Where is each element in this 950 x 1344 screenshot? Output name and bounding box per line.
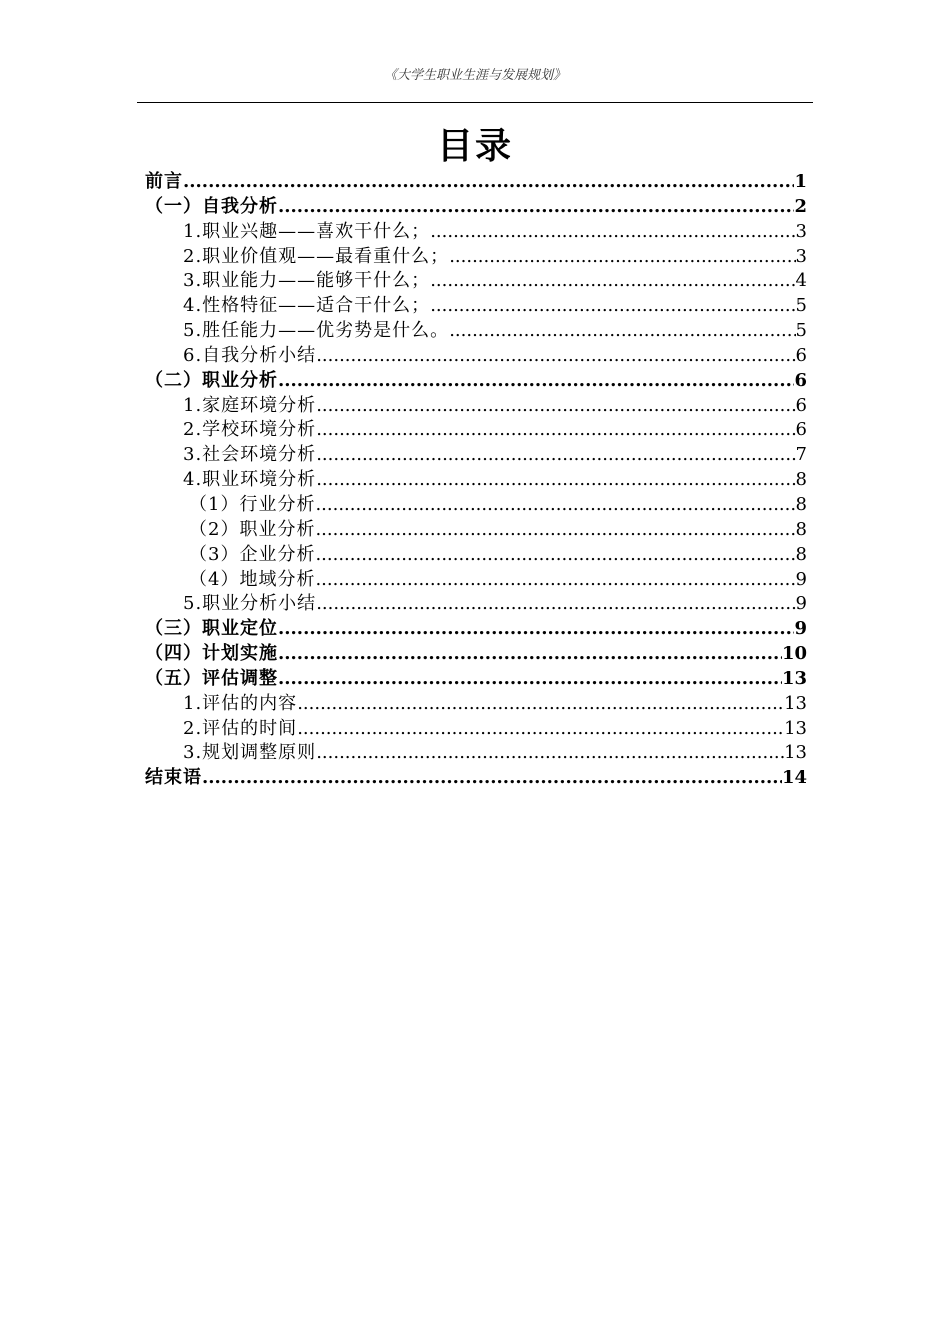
toc-entry-page-number: 6 <box>794 369 807 391</box>
dot-leader <box>315 568 795 593</box>
toc-entry-label: 3.规划调整原则 <box>183 742 317 764</box>
dot-leader <box>316 468 795 493</box>
toc-entry-page-number: 9 <box>794 618 807 640</box>
toc-entry[interactable] <box>145 592 807 617</box>
toc-entry-page-number: 5 <box>795 320 807 342</box>
toc-entry-label: 5.职业分析小结 <box>183 593 317 615</box>
toc-entry-page-number: 13 <box>784 717 807 739</box>
toc-entry[interactable] <box>145 443 807 468</box>
toc-entry-label: 1.职业兴趣——喜欢干什么； <box>183 220 431 242</box>
dot-leader <box>278 667 782 692</box>
dot-leader <box>315 518 795 543</box>
toc-entry-label: 前言 <box>145 171 183 192</box>
toc-entry[interactable] <box>145 518 807 543</box>
toc-entry[interactable] <box>145 766 807 791</box>
toc-entry-page-number: 9 <box>795 593 807 615</box>
toc-entry-label: 2.职业价值观——最看重什么； <box>183 245 450 267</box>
toc-entry-label: （一）自我分析 <box>145 195 278 217</box>
toc-entry[interactable] <box>145 418 807 443</box>
dot-leader <box>449 245 795 270</box>
dot-leader <box>278 369 794 394</box>
toc-entry-page-number: 6 <box>795 394 807 416</box>
toc-entry-page-number: 13 <box>784 692 807 714</box>
dot-leader <box>316 592 795 617</box>
toc-entry[interactable] <box>145 642 807 667</box>
dot-leader <box>315 543 795 568</box>
toc-entry-label: 4.性格特征——适合干什么； <box>183 295 431 317</box>
toc-entry[interactable] <box>145 269 807 294</box>
toc-entry-label: （三）职业定位 <box>145 618 278 640</box>
toc-entry-page-number: 14 <box>781 767 807 789</box>
dot-leader <box>297 692 784 717</box>
toc-entry-label: （4）地域分析 <box>189 568 316 590</box>
dot-leader <box>183 170 794 195</box>
dot-leader <box>430 220 795 245</box>
dot-leader <box>316 344 795 369</box>
toc-entry-label: 4.职业环境分析 <box>183 469 317 491</box>
toc-entry-page-number: 9 <box>795 568 807 590</box>
table-of-contents <box>145 170 807 791</box>
running-header: 《大学生职业生涯与发展规划》 <box>383 67 566 82</box>
toc-entry-page-number: 4 <box>795 270 807 292</box>
toc-entry[interactable] <box>145 369 807 394</box>
toc-entry-page-number: 3 <box>795 220 807 242</box>
dot-leader <box>449 319 795 344</box>
toc-entry-label: 1.评估的内容 <box>183 692 298 714</box>
toc-entry-label: （五）评估调整 <box>145 667 278 689</box>
toc-entry-label: 3.社会环境分析 <box>183 444 317 466</box>
dot-leader <box>278 195 794 220</box>
toc-entry-label: 2.评估的时间 <box>183 717 298 739</box>
toc-entry[interactable] <box>145 468 807 493</box>
dot-leader <box>430 269 795 294</box>
toc-entry[interactable] <box>145 692 807 717</box>
dot-leader <box>278 642 782 667</box>
toc-entry[interactable] <box>145 543 807 568</box>
toc-entry[interactable] <box>145 245 807 270</box>
toc-entry-label: 3.职业能力——能够干什么； <box>183 270 431 292</box>
toc-entry-page-number: 13 <box>784 742 807 764</box>
toc-entry-label: （3）企业分析 <box>189 543 316 565</box>
toc-entry[interactable] <box>145 344 807 369</box>
toc-entry[interactable] <box>145 741 807 766</box>
toc-entry-label: 6.自我分析小结 <box>183 344 317 366</box>
toc-entry-page-number: 6 <box>795 344 807 366</box>
toc-entry-page-number: 6 <box>795 419 807 441</box>
toc-entry-label: （1）行业分析 <box>189 493 316 515</box>
dot-leader <box>315 493 795 518</box>
toc-entry-page-number: 8 <box>795 518 807 540</box>
toc-entry-page-number: 2 <box>794 195 807 217</box>
header-divider <box>137 102 813 103</box>
dot-leader <box>202 766 782 791</box>
toc-entry-label: （二）职业分析 <box>145 369 278 391</box>
toc-entry[interactable] <box>145 170 807 195</box>
toc-entry[interactable] <box>145 319 807 344</box>
toc-entry-page-number: 8 <box>795 493 807 515</box>
toc-entry[interactable] <box>145 294 807 319</box>
toc-entry[interactable] <box>145 667 807 692</box>
toc-entry-label: 结束语 <box>145 767 202 789</box>
dot-leader <box>316 741 784 766</box>
toc-entry[interactable] <box>145 493 807 518</box>
toc-entry-page-number: 5 <box>795 295 807 317</box>
dot-leader <box>297 717 784 742</box>
toc-entry[interactable] <box>145 568 807 593</box>
toc-entry-label: 1.家庭环境分析 <box>183 394 317 416</box>
toc-entry[interactable] <box>145 394 807 419</box>
dot-leader <box>316 443 795 468</box>
toc-entry-page-number: 8 <box>795 543 807 565</box>
dot-leader <box>430 294 795 319</box>
toc-entry[interactable] <box>145 195 807 220</box>
toc-entry-page-number: 7 <box>795 444 807 466</box>
toc-entry-page-number: 3 <box>795 245 807 267</box>
toc-entry[interactable] <box>145 617 807 642</box>
toc-title: 目录 <box>436 126 513 167</box>
dot-leader <box>316 394 795 419</box>
dot-leader <box>316 418 795 443</box>
toc-entry-label: （四）计划实施 <box>145 643 278 665</box>
toc-entry-label: 2.学校环境分析 <box>183 419 317 441</box>
toc-entry-page-number: 8 <box>795 469 807 491</box>
dot-leader <box>278 617 794 642</box>
toc-entry-page-number: 1 <box>794 171 807 192</box>
toc-entry-label: 5.胜任能力——优劣势是什么。 <box>183 320 450 342</box>
toc-entry[interactable] <box>145 220 807 245</box>
toc-entry-page-number: 13 <box>781 667 807 689</box>
toc-entry[interactable] <box>145 717 807 742</box>
toc-entry-label: （2）职业分析 <box>189 518 316 540</box>
toc-entry-page-number: 10 <box>781 643 807 665</box>
